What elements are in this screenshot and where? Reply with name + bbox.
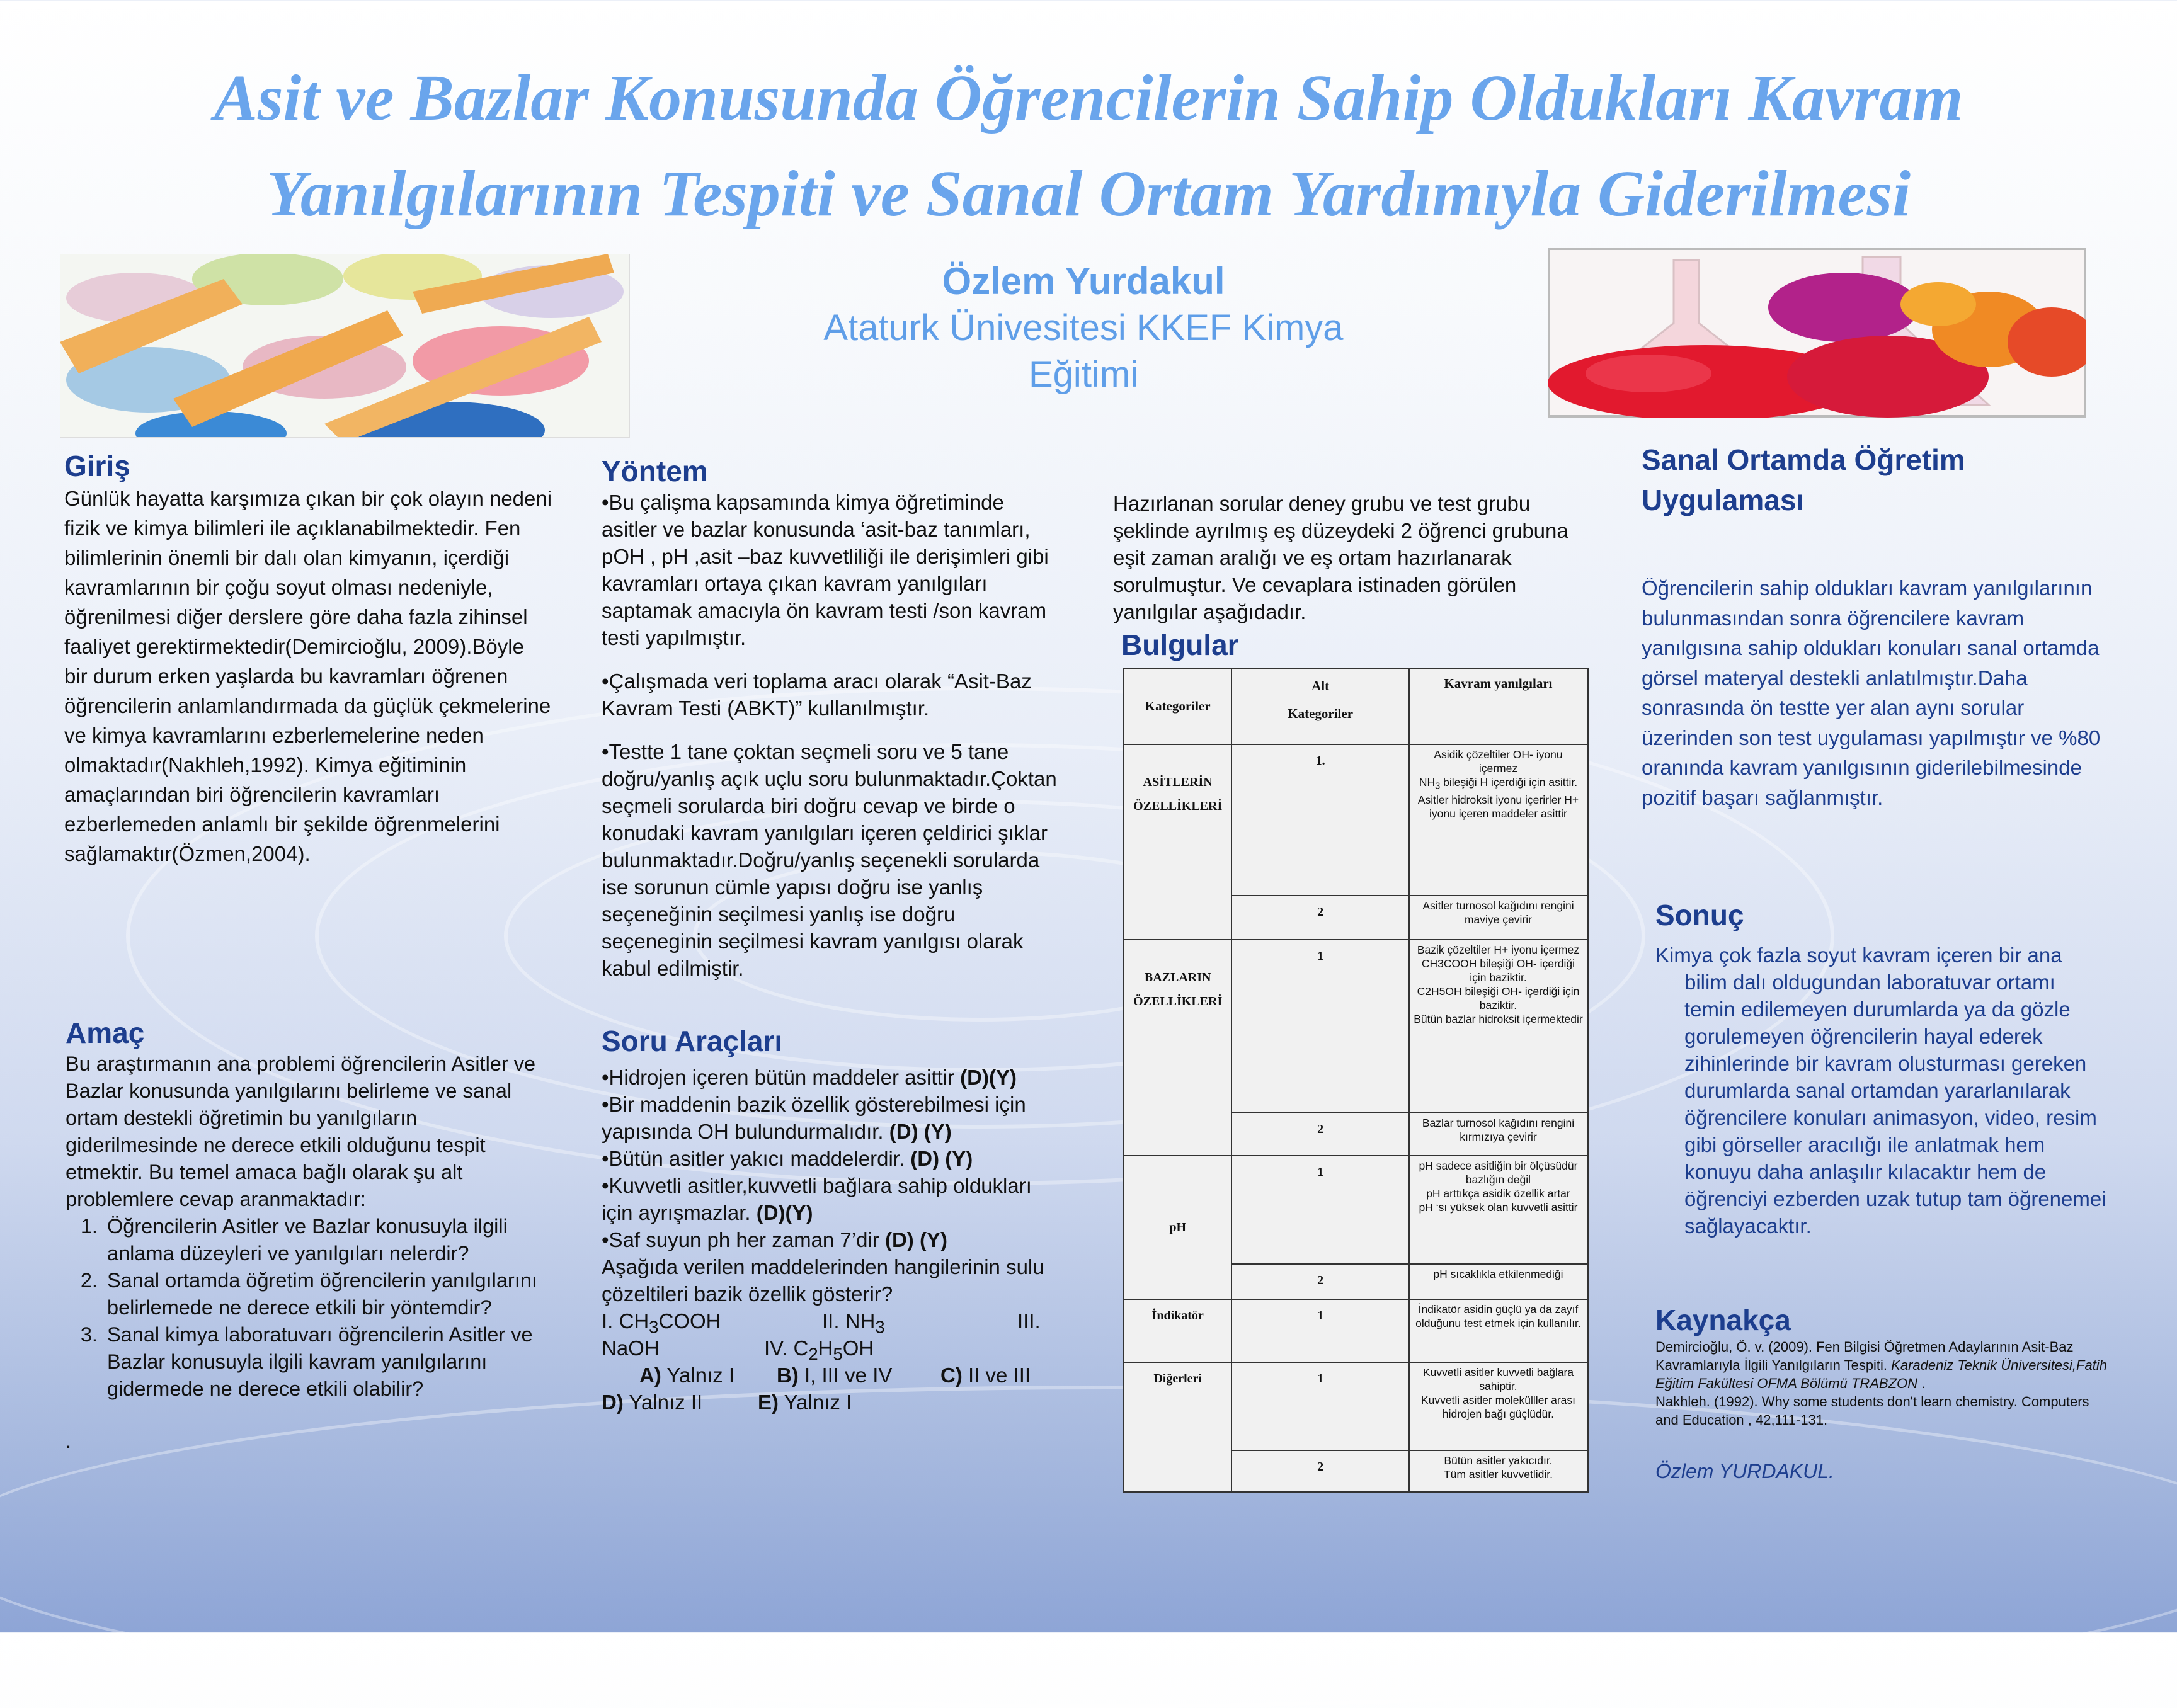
misconception-cell: Bütün asitler yakıcıdır. Tüm asitler kuvvetlidir. <box>1409 1450 1588 1492</box>
question-item <box>602 1145 1061 1172</box>
table-row <box>1124 669 1588 744</box>
misconception-cell: Asitler turnosol kağıdını rengini maviye çevirir <box>1409 896 1588 940</box>
misconception-cell: pH sıcaklıkla etkilenmediği <box>1409 1264 1588 1299</box>
question-item <box>602 1091 1061 1145</box>
title-line-2: Yanılgılarının Tespiti ve Sanal Ortam Yardımıyla Giderilmesi <box>266 157 1911 230</box>
section-heading: Sanal Ortamda Öğretim Uygulaması <box>1642 443 1965 516</box>
findings-table <box>1123 668 1589 1493</box>
subcategory-cell: 1 <box>1231 1156 1409 1264</box>
answer-b: B) I, III ve IV <box>777 1364 893 1387</box>
table-row <box>1124 744 1588 896</box>
subcategory-cell: 2 <box>1231 1450 1409 1492</box>
misconception-cell: İndikatör asidin güçlü ya da zayıf olduğunu test etmek için kullanılır. <box>1409 1299 1588 1362</box>
sanal-text: Öğrencilerin sahip oldukları kavram yanılgılarının bulunmasından sonra öğrencilere kavram yanılgısına sahip oldukları konuları sanal ortamda görsel materyal destekli anlatılmıştır.Daha sonrasında ön testte yer alan aynı sorular üzerinden son test uygulaması yapılmıştır ve %80 oranında kavram yanılgısının giderilebilmesinde pozitif başarı sağlanmıştır. <box>1642 576 2101 809</box>
giris-section <box>64 448 552 868</box>
question-text: •Kuvvetli asitler,kuvvetli bağlara sahip oldukları için ayrışmazlar. <box>602 1174 1032 1224</box>
question-text: •Bütün asitler yakıcı maddelerdir. <box>602 1147 911 1170</box>
list-item: 1. Öğrencilerin Asitler ve Bazlar konusuyla ilgili anlama düzeyleri ve yanılgıları nelerdir? <box>103 1213 554 1267</box>
amac-text: Bu araştırmanın ana problemi öğrencilerin Asitler ve Bazlar konusunda yanılgılarını belirleme ve sanal ortam destekli öğretimin bu yanılgıların giderilmesinde ne derece etkili olduğunu tespit etmektir. Bu temel amaca bağlı olarak şu alt problemlere cevap aranmaktadır: <box>66 1052 536 1210</box>
answer-c: C) II ve III <box>940 1364 1031 1387</box>
option-iii-name: NaOH <box>602 1336 660 1360</box>
section-heading: Giriş <box>64 450 130 482</box>
reference-item: Demircioğlu, Ö. v. (2009). Fen Bilgisi Öğretmen Adaylarının Asit-Baz Kavramlarıyla İlgili Yanılgıların Tespiti. Karadeniz Teknik Üniversitesi,Fatih Eğitim Fakültesi OFMA Bölümü TRABZON . <box>1655 1339 2107 1391</box>
table-row <box>1124 940 1588 1113</box>
true-false-mark: (D) (Y) <box>910 1147 973 1170</box>
section-heading: Bulgular <box>1121 629 1239 661</box>
author-block <box>743 258 1424 398</box>
procedure-text <box>1113 490 1579 625</box>
subcategory-cell: 1. <box>1231 744 1409 896</box>
ph-strips-photo <box>60 254 630 438</box>
reference-item: Nakhleh. (1992). Why some students don't learn chemistry. Computers and Education , 42,111-131. <box>1655 1394 2089 1428</box>
mc-question: Aşağıda verilen maddelerinden hangilerinin sulu çözeltileri bazik özellik gösterir? <box>602 1255 1044 1306</box>
true-false-mark: (D) (Y) <box>889 1120 952 1143</box>
subcategory-cell: 2 <box>1231 1264 1409 1299</box>
stray-dot: . <box>66 1430 72 1452</box>
header-cell: Kavram yanılgıları <box>1409 669 1588 744</box>
sonuc-section <box>1655 897 2109 1239</box>
category-cell: Diğerleri <box>1124 1362 1232 1492</box>
kaynakca-section <box>1655 1302 2109 1486</box>
sonuc-text: Kimya çok fazla soyut kavram içeren bir ana bilim dalı oldugundan laboratuvar ortamı temin edilemeyen durumlarda ya da gözle gorulemeyen öğrencilerin hayal ederek zihinlerinde bir kavram olusturması gereken durumlarda sanal ortamdan yararlanılarak öğrencilere konuları animasyon, video, resim gibi görseller aracılığı ile anlatmak hem konuyu daha anlaşılır kılacaktır hem de öğrenciyi ezberden uzak tutup tam öğrenemei sağlayacaktır. <box>1655 943 2106 1238</box>
question-item <box>602 1226 1061 1253</box>
colored-flasks-photo <box>1548 248 2086 418</box>
soru-araclari-section <box>602 1023 1061 1416</box>
author-institution: Eğitimi <box>1028 354 1139 395</box>
title-line-1: Asit ve Bazlar Konusunda Öğrencilerin Sahip Oldukları Kavram <box>214 62 1963 134</box>
option-iii: III. <box>1017 1309 1041 1333</box>
answer-d: D) Yalnız II <box>602 1391 703 1414</box>
subcategory-cell: 1 <box>1231 940 1409 1113</box>
yontem-paragraph: •Çalışmada veri toplama aracı olarak “Asit-Baz Kavram Testi (ABKT)” kullanılmıştır. <box>602 669 1032 720</box>
table-row <box>1124 1362 1588 1450</box>
question-item <box>602 1172 1061 1226</box>
procedure-paragraph: Hazırlanan sorular deney grubu ve test grubu şeklinde ayrılmış eş düzeydeki 2 öğrenci grubuna eşit zaman aralığı ve eş ortam hazırlanarak sorulmuştur. Ve cevaplara istinaden görülen yanılgılar aşağıdadır. <box>1113 492 1568 623</box>
section-heading: Soru Araçları <box>602 1025 783 1057</box>
misconception-cell: Bazlar turnosol kağıdını rengini kırmızıya çevirir <box>1409 1113 1588 1156</box>
signature: Özlem YURDAKUL. <box>1655 1460 1834 1483</box>
sanal-section <box>1642 440 2120 812</box>
table-row <box>1124 1156 1588 1264</box>
category-cell: İndikatör <box>1124 1299 1232 1362</box>
section-heading: Kaynakça <box>1655 1304 1791 1336</box>
header-cell: Alt Kategoriler <box>1231 669 1409 744</box>
subcategory-cell: 2 <box>1231 1113 1409 1156</box>
mc-answers <box>602 1362 1061 1416</box>
list-item: 3. Sanal kimya laboratuvarı öğrencilerin Asitler ve Bazlar konusuyla ilgili kavram yanılgılarını gidermede ne derece etkili olabilir? <box>103 1321 554 1403</box>
true-false-mark: (D) (Y) <box>884 1228 947 1251</box>
mc-options <box>602 1307 1061 1362</box>
option-ii: II. $NH_3$ <box>822 1309 885 1337</box>
section-heading: Yöntem <box>602 455 708 487</box>
yontem-paragraph: •Bu çalişma kapsamında kimya öğretiminde asitler ve bazlar konusunda ‘asit-baz tanımları, pOH , pH ,asit –baz kuvvetliliği ile derişimleri gibi kavramları ortaya çıkan kavram yanılgıları saptamak amacıyla ön kavram testi /son kavram testi yapılmıştır. <box>602 491 1049 649</box>
poster-title <box>0 50 2177 242</box>
answer-a: A) Yalnız I <box>639 1364 735 1387</box>
yontem-paragraph: •Testte 1 tane çoktan seçmeli soru ve 5 tane doğru/yanlış açık uçlu soru bulunmaktadır.Çoktan seçmeli sorularda biri doğru cevap ve birde o konudaki kavram yanılgıları içeren çeldirici şıklar bulunmaktadır.Doğru/yanlış seçenekli sorularda ise sorunun cümle yapısı doğru ise yanlış seçeneğinin seçilmesi yanlış ise doğru seçeneginin seçilmesi kavram yanılgısı olarak kabul edilmiştir. <box>602 740 1057 980</box>
category-cell: BAZLARIN ÖZELLİKLERİ <box>1124 940 1232 1156</box>
subcategory-cell: 2 <box>1231 896 1409 940</box>
misconception-cell: Bazik çözeltiler H+ iyonu içermez CH3COOH bileşiği OH- içerdiği için baziktir. C2H5OH bileşiği OH- içerdiği için baziktir. Bütün bazlar hidroksit içermektedir <box>1409 940 1588 1113</box>
amac-list <box>66 1213 554 1403</box>
true-false-mark: (D)(Y) <box>756 1201 813 1224</box>
bulgular-heading-box <box>1121 627 1562 663</box>
header-cell: Kategoriler <box>1124 669 1232 744</box>
misconception-cell: Asidik çözeltiler OH- iyonu içermez $NH_3$ bileşiği H içerdiği için asittir. Asitler hidroksit iyonu içerirler H+ iyonu içeren maddeler asittir <box>1409 744 1588 896</box>
question-text: •Bir maddenin bazik özellik gösterebilmesi için yapısında OH bulundurmalıdır. <box>602 1093 1026 1143</box>
option-i: I. $CH_3COOH$ <box>602 1309 721 1337</box>
amac-section <box>66 1015 554 1455</box>
question-text: •Saf suyun ph her zaman 7’dir <box>602 1228 885 1251</box>
author-institution: Ataturk Ünivesitesi KKEF Kimya <box>823 307 1344 348</box>
section-heading: Amaç <box>66 1016 145 1049</box>
category-cell: pH <box>1124 1156 1232 1299</box>
answer-e: E) Yalnız I <box>758 1391 852 1414</box>
category-cell: ASİTLERİN ÖZELLİKLERİ <box>1124 744 1232 940</box>
table-row <box>1124 1299 1588 1362</box>
misconception-cell: Kuvvetli asitler kuvvetli bağlara sahiptir. Kuvvetli asitler molekülller arası hidrojen bağı güçlüdür. <box>1409 1362 1588 1450</box>
subcategory-cell: 1 <box>1231 1362 1409 1450</box>
option-iv: IV. $C_2H_5OH$ <box>764 1336 874 1364</box>
giris-text: Günlük hayatta karşımıza çıkan bir çok olayın nedeni fizik ve kimya bilimleri ile açıklanabilmektedir. Fen bilimlerinin önemli bir dalı olan kimyanın, içerdiği kavramlarının bir çoğu soyut olması nedeniyle, öğrenilmesi diğer derslere göre daha fazla zihinsel faaliyet gerektirmektedir(Demircioğlu, 2009).Böyle bir durum erken yaşlarda bu kavramları öğrenen öğrencilerin anlamlandırmada da güçlük çekmelerine ve kimya kavramlarını ezberlemelerine neden olmaktadır(Nakhleh,1992). Kimya eğitiminin amaçlarından biri öğrencilerin kavramları ezberlemeden anlamlı bir şekilde öğrenmelerini sağlamaktır(Özmen,2004). <box>64 487 552 865</box>
question-item <box>602 1064 1061 1091</box>
question-text: •Hidrojen içeren bütün maddeler asittir <box>602 1066 961 1089</box>
list-item: 2. Sanal ortamda öğretim öğrencilerin yanılgılarını belirlemede ne derece etkili bir yöntemdir? <box>103 1267 554 1321</box>
misconception-cell: pH sadece asitliğin bir ölçüsüdür bazlığın değil pH arttıkça asidik özellik artar pH ‘sı yüksek olan kuvvetli asittir <box>1409 1156 1588 1264</box>
author-name: Özlem Yurdakul <box>942 260 1225 302</box>
subcategory-cell: 1 <box>1231 1299 1409 1362</box>
true-false-mark: (D)(Y) <box>960 1066 1017 1089</box>
yontem-section <box>602 453 1061 982</box>
section-heading: Sonuç <box>1655 899 1744 931</box>
